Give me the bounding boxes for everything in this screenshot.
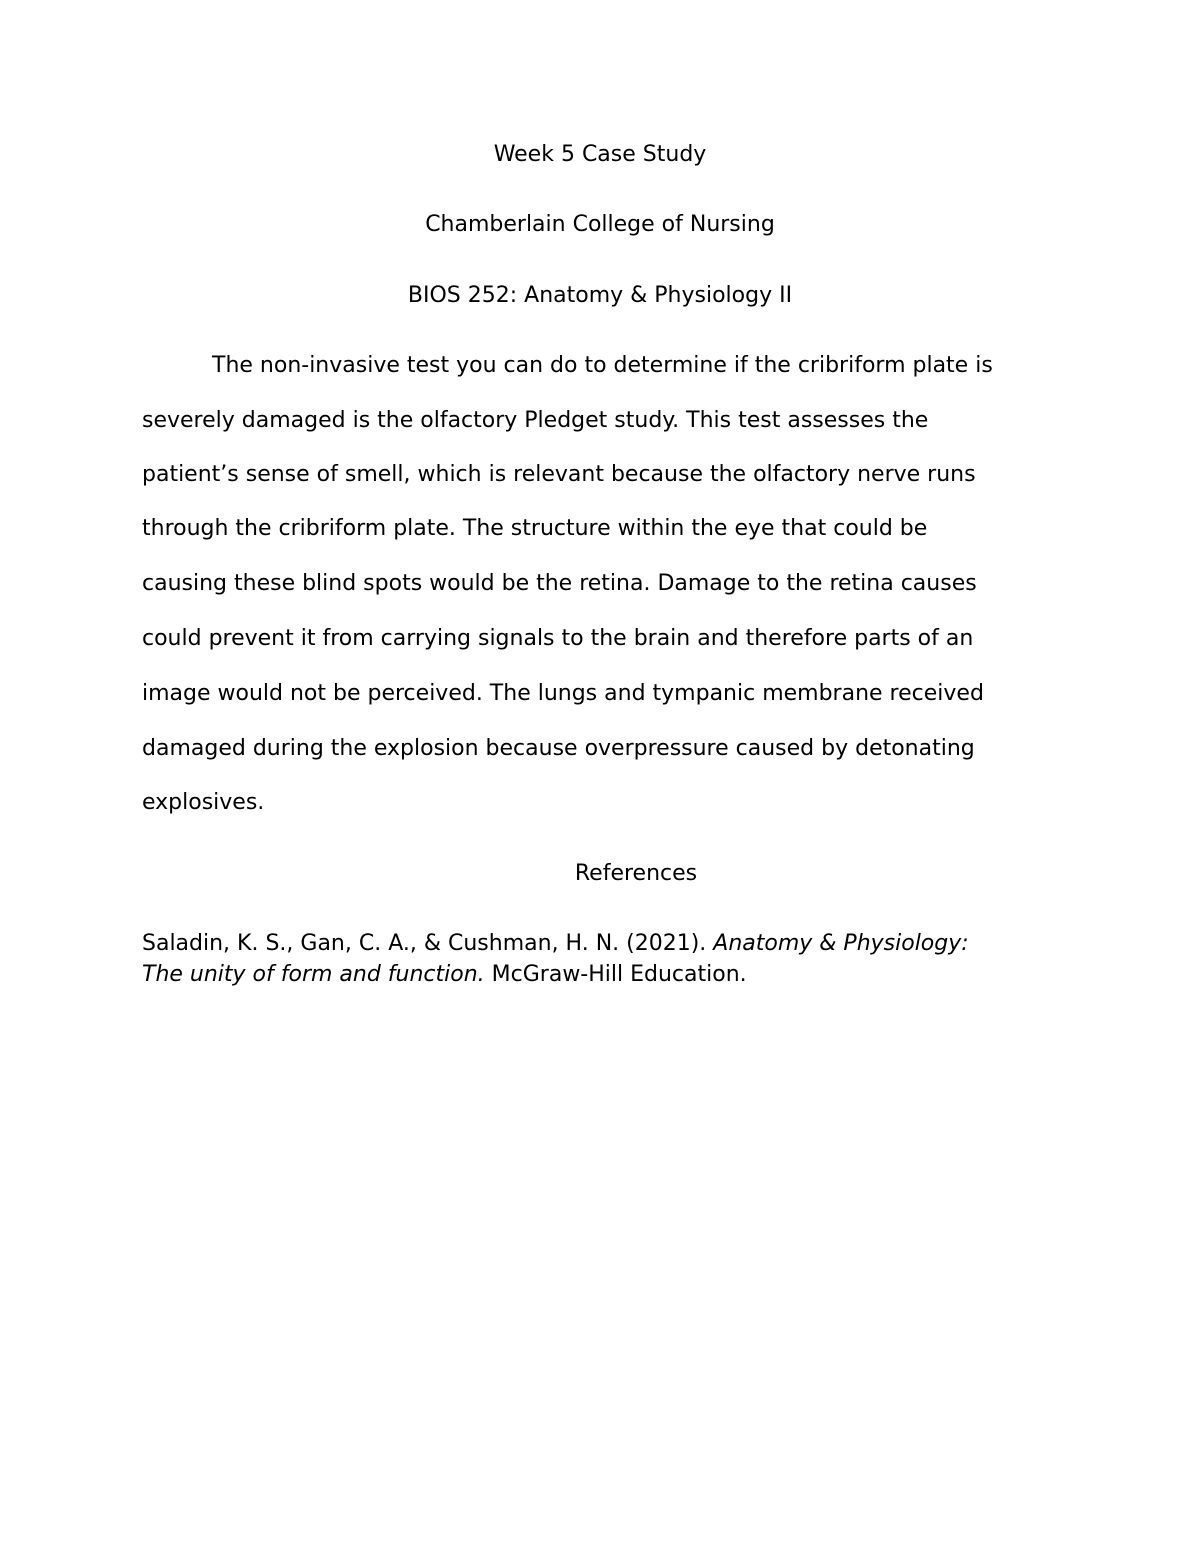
body-line-2: severely damaged is the olfactory Pledget study. This test assesses the — [142, 408, 929, 433]
institution-name: Chamberlain College of Nursing — [425, 212, 775, 237]
references-heading: References — [574, 861, 698, 886]
course-name: BIOS 252: Anatomy & Physiology II — [407, 283, 793, 308]
reference-entry-line-2 — [142, 960, 747, 990]
reference-entry-line-1 — [142, 929, 969, 959]
body-line-3: patient’s sense of smell, which is relevant because the olfactory nerve runs — [142, 462, 976, 487]
reference-authors: Saladin, K. S., Gan, C. A., & Cushman, H. N. (2021). — [142, 931, 714, 956]
body-line-8: damaged during the explosion because overpressure caused by detonating — [142, 736, 975, 761]
reference-title-part1: Anatomy & Physiology: — [713, 931, 969, 956]
body-line-9: explosives. — [142, 790, 265, 815]
body-line-4: through the cribriform plate. The structure within the eye that could be — [142, 516, 928, 541]
reference-title-part2: The unity of form and function. — [142, 962, 485, 987]
body-line-6: could prevent it from carrying signals to the brain and therefore parts of an — [142, 626, 974, 651]
body-line-1: The non-invasive test you can do to determine if the cribriform plate is — [212, 353, 993, 378]
reference-publisher: McGraw-Hill Education. — [484, 962, 747, 987]
body-line-5: causing these blind spots would be the retina. Damage to the retina causes — [142, 571, 977, 596]
body-line-7: image would not be perceived. The lungs and tympanic membrane received — [142, 681, 984, 706]
document-title: Week 5 Case Study — [493, 142, 707, 167]
